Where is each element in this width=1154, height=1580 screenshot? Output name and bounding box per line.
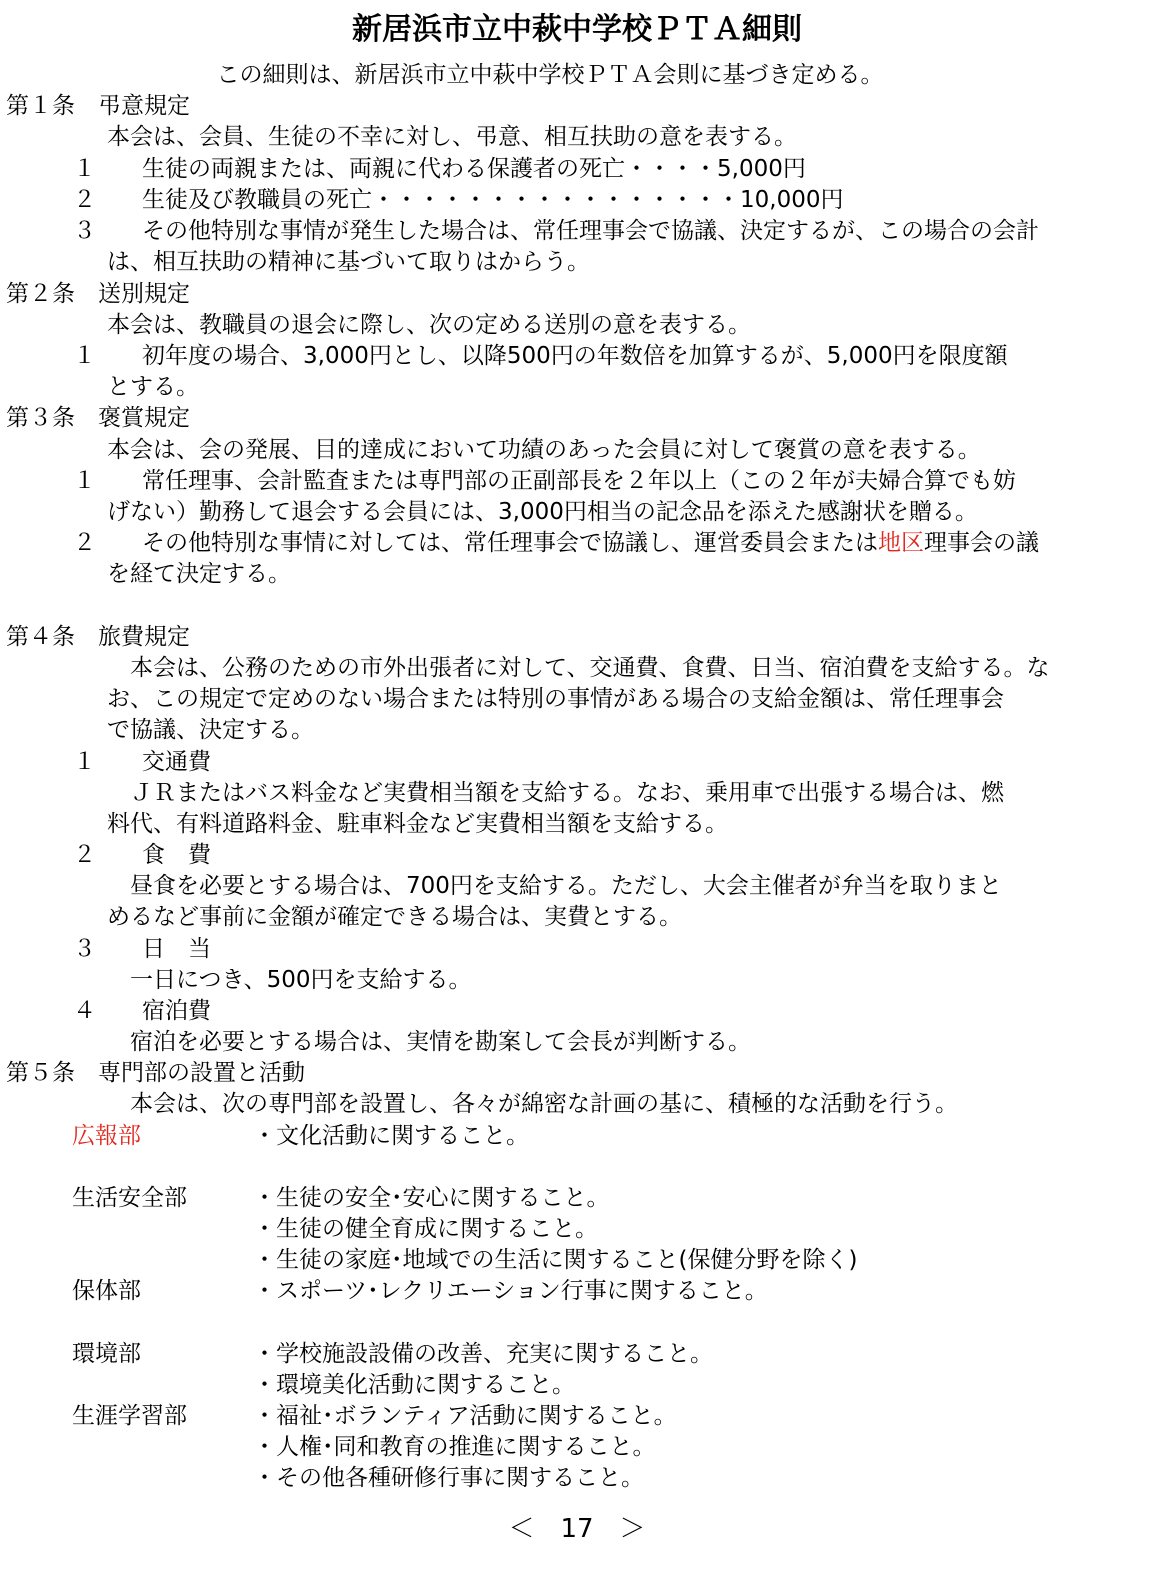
article-4-sub-2-text: 昼食を必要とする場合は、700円を支給する。ただし、大会主催者が弁当を取りまと [130, 873, 1002, 899]
article-5-heading: 第５条 専門部の設置と活動 [6, 1060, 305, 1086]
article-4-sub-3-heading: ３ 日 当 [73, 936, 211, 962]
article-4-sub-3-text: 一日につき、500円を支給する。 [130, 967, 472, 993]
article-4-sub-4-heading: ４ 宿泊費 [73, 998, 211, 1024]
page-number: ＜ 17 ＞ [508, 1514, 646, 1544]
dept-shougai-gakushuu-item-2: ・人権･同和教育の推進に関すること。 [253, 1434, 656, 1460]
article-4-body-2: お、この規定で定めのない場合または特別の事情がある場合の支給金額は、常任理事会 [107, 686, 1004, 712]
article-2-body: 本会は、教職員の退会に際し、次の定める送別の意を表する。 [107, 312, 751, 338]
article-1-body: 本会は、会員、生徒の不幸に対し、弔意、相互扶助の意を表する。 [107, 124, 797, 150]
article-1-item-3-cont: は、相互扶助の精神に基づいて取りはからう。 [107, 249, 590, 275]
dept-kouhou-item-1: ・文化活動に関すること。 [253, 1123, 529, 1149]
article-1-item-1: １ 生徒の両親または、両親に代わる保護者の死亡・・・・5,000円 [73, 156, 806, 182]
dept-kankyou-item-1: ・学校施設設備の改善、充実に関すること。 [253, 1341, 713, 1367]
article-4-sub-2-text-cont: めるなど事前に金額が確定できる場合は、実費とする。 [107, 904, 682, 930]
article-3-heading: 第３条 褒賞規定 [6, 405, 190, 431]
dept-shougai-gakushuu-item-3: ・その他各種研修行事に関すること。 [253, 1465, 644, 1491]
article-4-sub-1-text-cont: 料代、有料道路料金、駐車料金など実費相当額を支給する。 [107, 811, 728, 837]
article-3-item-2-text: ２ その他特別な事情に対しては、常任理事会で協議し、運営委員会または [73, 530, 878, 556]
article-4-heading: 第４条 旅費規定 [6, 624, 190, 650]
article-1-item-3: ３ その他特別な事情が発生した場合は、常任理事会で協議、決定するが、この場合の会計 [73, 218, 1039, 244]
article-1-heading: 第１条 弔意規定 [6, 93, 190, 119]
article-3-item-2-text-end: 理事会の議 [924, 530, 1039, 556]
article-4-sub-1-heading: １ 交通費 [73, 749, 211, 775]
dept-name-hotai: 保体部 [72, 1278, 141, 1304]
dept-seikatsu-anzen-item-3: ・生徒の家庭･地域での生活に関すること(保健分野を除く) [253, 1247, 858, 1273]
article-4-sub-4-text: 宿泊を必要とする場合は、実情を勘案して会長が判断する。 [130, 1029, 751, 1055]
article-2-item-1: １ 初年度の場合、3,000円とし、以降500円の年数倍を加算するが、5,000円を限度額 [73, 343, 1008, 369]
article-3-item-1-cont: げない）勤務して退会する会員には、3,000円相当の記念品を添えた感謝状を贈る。 [107, 499, 978, 525]
dept-shougai-gakushuu-item-1: ・福祉･ボランティア活動に関すること。 [253, 1403, 677, 1429]
dept-name-kouhou: 広報部 [72, 1123, 141, 1149]
intro-text: この細則は、新居浜市立中萩中学校ＰＴＡ会則に基づき定める。 [216, 62, 884, 88]
article-3-body: 本会は、会の発展、目的達成において功績のあった会員に対して褒賞の意を表する。 [107, 437, 981, 463]
article-3-item-2 [73, 528, 1039, 559]
article-4-body-3: で協議、決定する。 [107, 717, 314, 743]
dept-seikatsu-anzen-item-1: ・生徒の安全･安心に関すること。 [253, 1185, 610, 1211]
dept-name-seikatsu-anzen: 生活安全部 [72, 1185, 187, 1211]
dept-name-kankyou: 環境部 [72, 1341, 141, 1367]
article-4-sub-2-heading: ２ 食 費 [73, 842, 211, 868]
article-5-body: 本会は、次の専門部を設置し、各々が綿密な計画の基に、積極的な活動を行う。 [130, 1091, 958, 1117]
article-3-item-2-cont: を経て決定する。 [107, 561, 291, 587]
dept-hotai-item-1: ・スポーツ･レクリエーション行事に関すること。 [253, 1278, 768, 1304]
dept-name-shougai-gakushuu: 生涯学習部 [72, 1403, 187, 1429]
highlight-chiku: 地区 [878, 530, 924, 556]
dept-kankyou-item-2: ・環境美化活動に関すること。 [253, 1372, 575, 1398]
article-4-body-1: 本会は、公務のための市外出張者に対して、交通費、食費、日当、宿泊費を支給する。な [130, 655, 1050, 681]
article-1-item-2: ２ 生徒及び教職員の死亡・・・・・・・・・・・・・・・・10,000円 [73, 187, 844, 213]
dept-seikatsu-anzen-item-2: ・生徒の健全育成に関すること。 [253, 1216, 598, 1242]
article-4-sub-1-text: ＪＲまたはバス料金など実費相当額を支給する。なお、乗用車で出張する場合は、燃 [130, 780, 1004, 806]
article-3-item-1: １ 常任理事、会計監査または専門部の正副部長を２年以上（この２年が夫婦合算でも妨 [73, 468, 1016, 494]
page-title: 新居浜市立中萩中学校ＰＴＡ細則 [352, 12, 802, 47]
article-2-item-1-cont: とする。 [107, 374, 199, 400]
article-2-heading: 第２条 送別規定 [6, 281, 190, 307]
